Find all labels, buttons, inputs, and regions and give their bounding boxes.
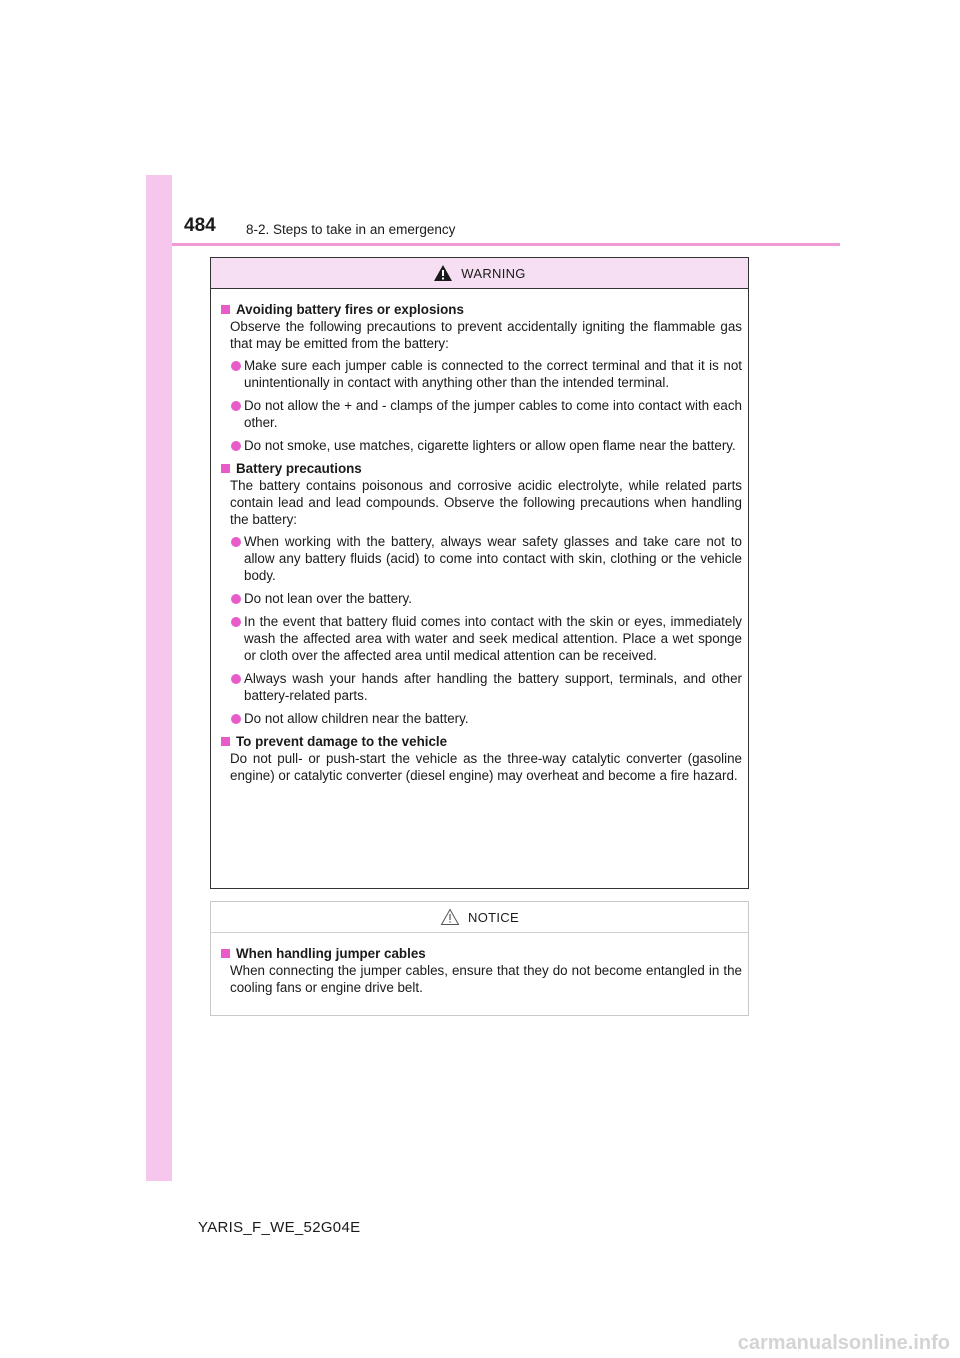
- notice-section: [221, 945, 742, 996]
- section-text: Do not pull- or push-start the vehicle as the three-way catalytic converter (gasoline engine) or catalytic converter (diesel engine) may overheat and become a fire hazard.: [230, 751, 742, 783]
- circle-bullet-icon: [231, 617, 241, 627]
- list-item: Do not allow the + and - clamps of the jumper cables to come into contact with each other.: [221, 397, 742, 431]
- list-item: Do not smoke, use matches, cigarette lighters or allow open flame near the battery.: [221, 437, 742, 454]
- warning-section: [221, 733, 742, 784]
- list-item: In the event that battery fluid comes into contact with the skin or eyes, immediately wash the affected area with water and seek medical attention. Place a wet sponge or cloth over the affected area until medical attention can be received.: [221, 613, 742, 664]
- section-heading-text: To prevent damage to the vehicle: [236, 734, 448, 749]
- list-item: Do not allow children near the battery.: [221, 710, 742, 727]
- warning-triangle-icon: [433, 264, 453, 282]
- section-heading-text: When handling jumper cables: [236, 946, 426, 961]
- notice-header: [211, 902, 748, 933]
- header-rule: [172, 243, 840, 246]
- page-number: 484: [184, 215, 216, 236]
- bullet-list: [221, 533, 742, 727]
- section-text: When connecting the jumper cables, ensure that they do not become entangled in the cooling fans or engine drive belt.: [230, 963, 742, 995]
- document-code: YARIS_F_WE_52G04E: [198, 1219, 361, 1236]
- list-item: Make sure each jumper cable is connected to the correct terminal and that it is not unintentionally in contact with anything other than the intended terminal.: [221, 357, 742, 391]
- notice-label: NOTICE: [468, 909, 519, 925]
- section-heading: [221, 945, 742, 962]
- section-text: The battery contains poisonous and corrosive acidic electrolyte, while related parts contain lead and lead compounds. Observe the following precautions when handling the battery:: [230, 478, 742, 527]
- circle-bullet-icon: [231, 401, 241, 411]
- list-item: When working with the battery, always wear safety glasses and take care not to allow any battery fluids (acid) to come into contact with skin, clothing or the vehicle body.: [221, 533, 742, 584]
- section-heading-text: Avoiding battery fires or explosions: [236, 302, 464, 317]
- section-heading: [221, 301, 742, 318]
- side-color-band: [146, 175, 172, 1181]
- list-item: Do not lean over the battery.: [221, 590, 742, 607]
- section-heading: [221, 733, 742, 750]
- warning-section: [221, 460, 742, 727]
- section-heading: [221, 460, 742, 477]
- square-bullet-icon: [221, 949, 230, 958]
- section-title: 8-2. Steps to take in an emergency: [246, 222, 456, 237]
- section-text: Observe the following precautions to prevent accidentally igniting the flammable gas that may be emitted from the battery:: [230, 319, 742, 351]
- section-heading-text: Battery precautions: [236, 461, 362, 476]
- warning-section: [221, 301, 742, 454]
- list-item: Always wash your hands after handling the battery support, terminals, and other battery-related parts.: [221, 670, 742, 704]
- square-bullet-icon: [221, 305, 230, 314]
- circle-bullet-icon: [231, 674, 241, 684]
- warning-header: [211, 258, 748, 289]
- circle-bullet-icon: [231, 537, 241, 547]
- watermark: carmanualsonline.info: [737, 1332, 950, 1354]
- warning-label: WARNING: [461, 265, 526, 281]
- circle-bullet-icon: [231, 714, 241, 724]
- warning-body: [211, 289, 748, 784]
- circle-bullet-icon: [231, 441, 241, 451]
- square-bullet-icon: [221, 464, 230, 473]
- notice-body: [211, 933, 748, 996]
- warning-box: [210, 257, 749, 889]
- circle-bullet-icon: [231, 594, 241, 604]
- caution-triangle-icon: [440, 908, 460, 926]
- square-bullet-icon: [221, 737, 230, 746]
- notice-box: [210, 901, 749, 1016]
- circle-bullet-icon: [231, 361, 241, 371]
- bullet-list: [221, 357, 742, 454]
